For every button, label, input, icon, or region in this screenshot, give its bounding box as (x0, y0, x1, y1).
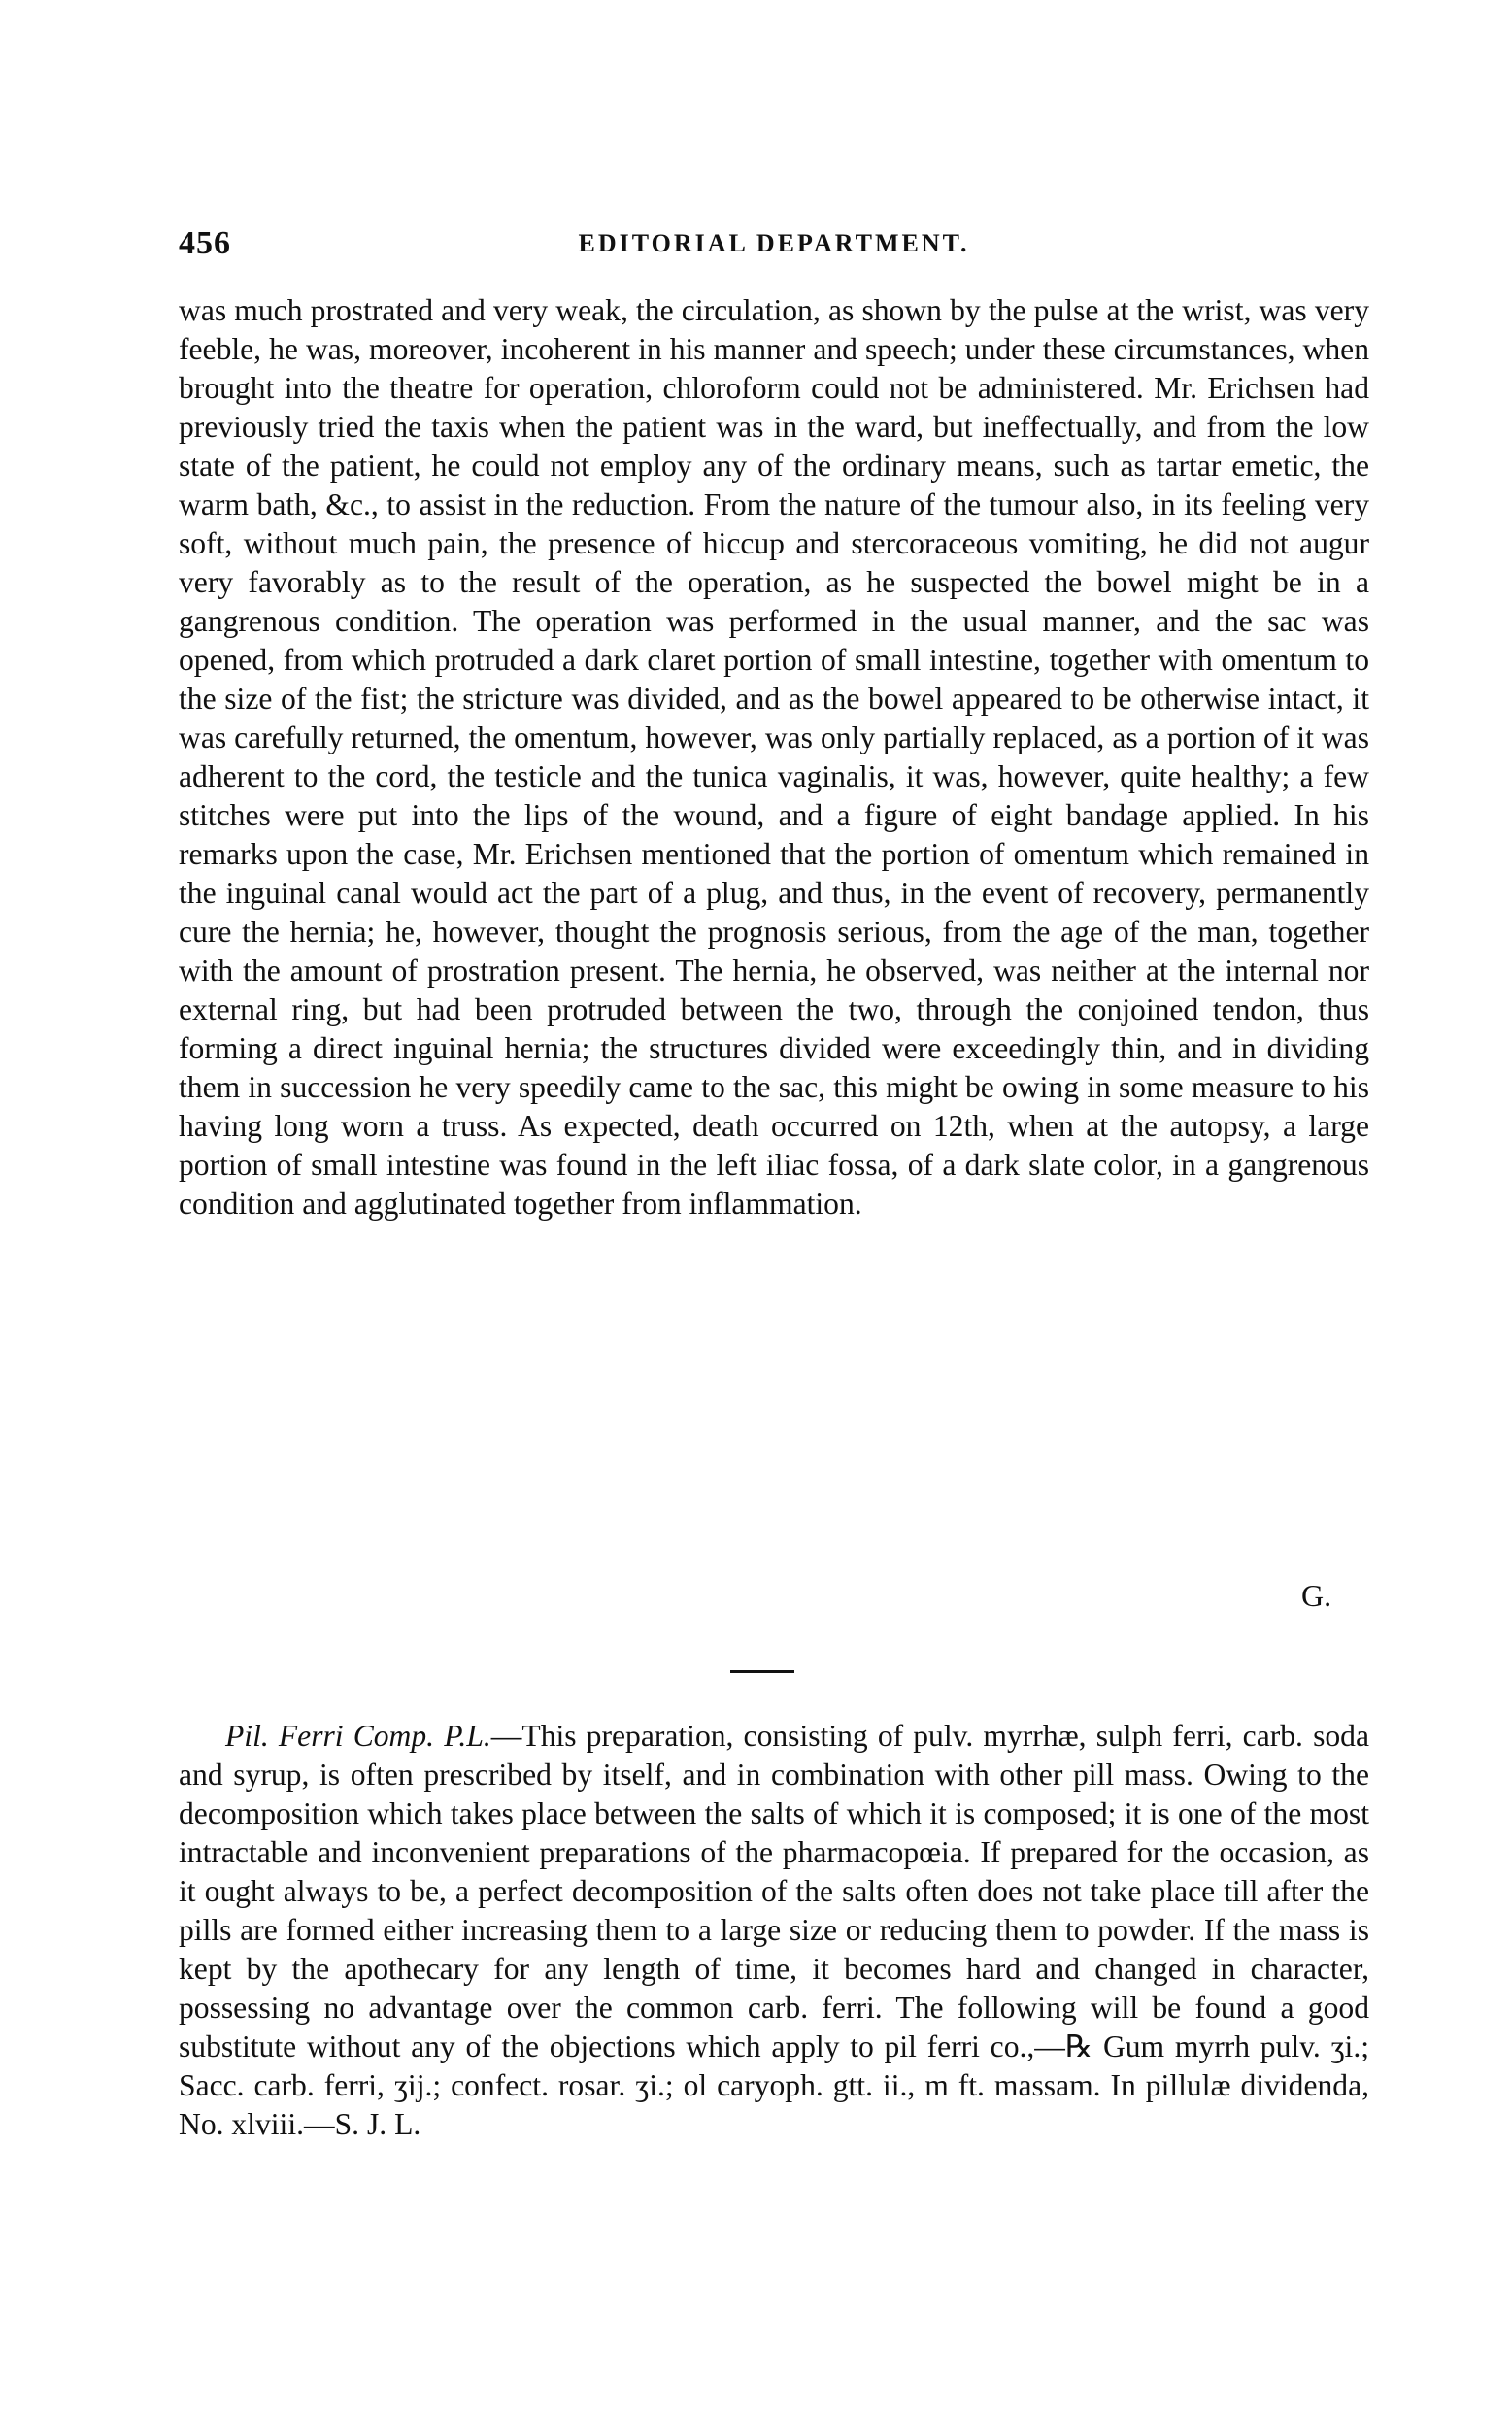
page-header (179, 225, 1369, 264)
author-signature: G. (1301, 1578, 1332, 1613)
section-divider (730, 1670, 794, 1673)
pharmacy-note-paragraph (179, 1717, 1369, 2144)
page-number: 456 (179, 225, 231, 261)
running-head: EDITORIAL DEPARTMENT. (578, 229, 970, 257)
article-title: Pil. Ferri Comp. P.L. (225, 1719, 491, 1753)
case-report-paragraph: was much prostrated and very weak, the circulation, as shown by the pulse at the wrist, was very feeble, he was, moreover, incoherent in his manner and speech; under these circumstances, when brought into the theatre for operation, chloroform could not be administered. Mr. Erichsen had previously tried the taxis when the patient was in the ward, but ineffectually, and from the low state of the patient, he could not employ any of the ordinary means, such as tartar emetic, the warm bath, &c., to assist in the reduction. From the nature of the tumour also, in its feeling very soft, without much pain, the presence of hiccup and stercoraceous vomiting, he did not augur very favorably as to the result of the operation, as he suspected the bowel might be in a gangrenous condition. The operation was performed in the usual manner, and the sac was opened, from which protruded a dark claret portion of small intestine, together with omentum to the size of the fist; the stricture was divided, and as the bowel appeared to be otherwise intact, it was carefully returned, the omentum, however, was only partially replaced, as a portion of it was adherent to the cord, the testicle and the tunica vaginalis, it was, however, quite healthy; a few stitches were put into the lips of the wound, and a figure of eight bandage applied. In his remarks upon the case, Mr. Erichsen mentioned that the portion of omentum which remained in the inguinal canal would act the part of a plug, and thus, in the event of recovery, permanently cure the hernia; he, however, thought the prognosis serious, from the age of the man, together with the amount of prostration present. The hernia, he observed, was neither at the internal nor external ring, but had been protruded between the two, through the conjoined tendon, thus forming a direct inguinal hernia; the structures divided were exceedingly thin, and in dividing them in succession he very speedily came to the sac, this might be owing in some measure to his having long worn a truss. As expected, death occurred on 12th, when at the autopsy, a large portion of small intestine was found in the left iliac fossa, of a dark slate color, in a gangrenous condition and agglutinated together from inflammation. (179, 293, 1369, 1221)
pharmacy-note (179, 1717, 1369, 2144)
article-body: —This preparation, consisting of pulv. myrrhæ, sulph ferri, carb. soda and syrup, is often prescribed by itself, and in combination with other pill mass. Owing to the decomposition which takes place between the salts of which it is composed; it is one of the most intractable and inconvenient preparations of the pharmacopœia. If prepared for the occasion, as it ought always to be, a perfect decomposition of the salts often does not take place till after the pills are formed either increasing them to a large size or reducing them to powder. If the mass is kept by the apothecary for any length of time, it becomes hard and changed in character, possessing no advantage over the common carb. ferri. The following will be found a good substitute without any of the objections which apply to pil ferri co.,—℞ Gum myrrh pulv. ʒi.; Sacc. carb. ferri, ʒij.; confect. rosar. ʒi.; ol caryoph. gtt. ii., m ft. massam. In pillulæ dividenda, No. xlviii.—S. J. L. (179, 1719, 1369, 2141)
